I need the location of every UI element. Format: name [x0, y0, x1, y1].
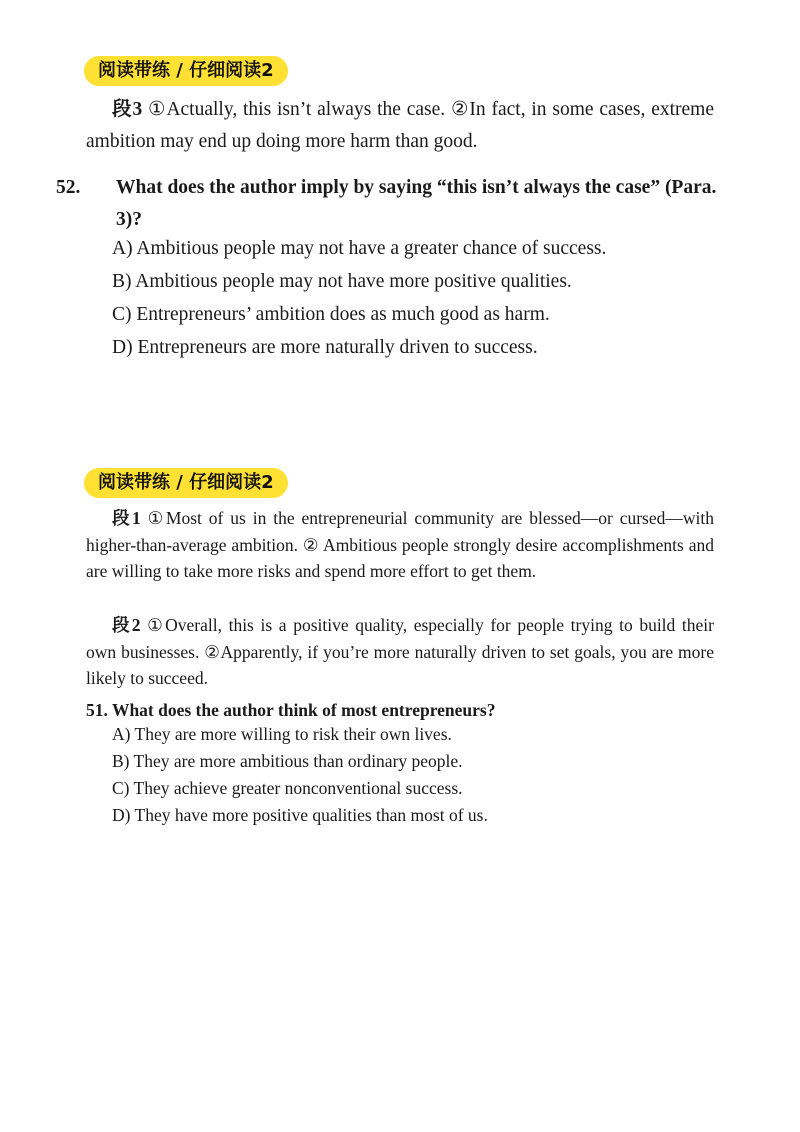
question-number: 51. [86, 700, 108, 720]
option-c[interactable]: C) Entrepreneurs’ ambition does as much good as harm. [112, 304, 550, 325]
paragraph-text: ①Most of us in the entrepreneurial community are blessed—or cursed—with higher-than-average ambition. ② Ambitious people strongly desire accomplishments and are willing to take more risks and spend more effort to get them. [86, 508, 714, 581]
paragraph-text: ①Overall, this is a positive quality, especially for people trying to build their own businesses. ②Apparently, if you’re more naturally driven to set goals, you are more likely to succeed. [86, 615, 714, 688]
section-tag: 阅读带练 / 仔细阅读2 [84, 468, 288, 498]
option-d[interactable]: D) They have more positive qualities than most of us. [112, 805, 488, 825]
option-b[interactable]: B) Ambitious people may not have more positive qualities. [112, 271, 572, 292]
option-b[interactable]: B) They are more ambitious than ordinary people. [112, 751, 463, 771]
section-tag: 阅读带练 / 仔细阅读2 [84, 56, 288, 86]
question-text: What does the author think of most entrepreneurs? [111, 700, 496, 720]
paragraph-1 [86, 505, 714, 585]
option-a[interactable]: A) They are more willing to risk their own lives. [112, 724, 452, 744]
paragraph-2 [86, 612, 714, 692]
option-c[interactable]: C) They achieve greater nonconventional success. [112, 778, 463, 798]
paragraph-text: ①Actually, this isn’t always the case. ②In fact, in some cases, extreme ambition may end up doing more harm than good. [86, 99, 714, 152]
question-52 [56, 172, 746, 236]
question-number: 52. [56, 177, 81, 198]
question-51 [86, 700, 496, 721]
paragraph-3 [86, 94, 714, 158]
question-text: What does the author imply by saying “this isn’t always the case” (Para. 3)? [116, 177, 717, 230]
option-a[interactable]: A) Ambitious people may not have a greater chance of success. [112, 238, 607, 259]
option-d[interactable]: D) Entrepreneurs are more naturally driven to success. [112, 337, 538, 358]
paragraph-number: 段3 [112, 99, 143, 120]
paragraph-number: 段2 [112, 615, 141, 635]
paragraph-number: 段1 [112, 508, 141, 528]
